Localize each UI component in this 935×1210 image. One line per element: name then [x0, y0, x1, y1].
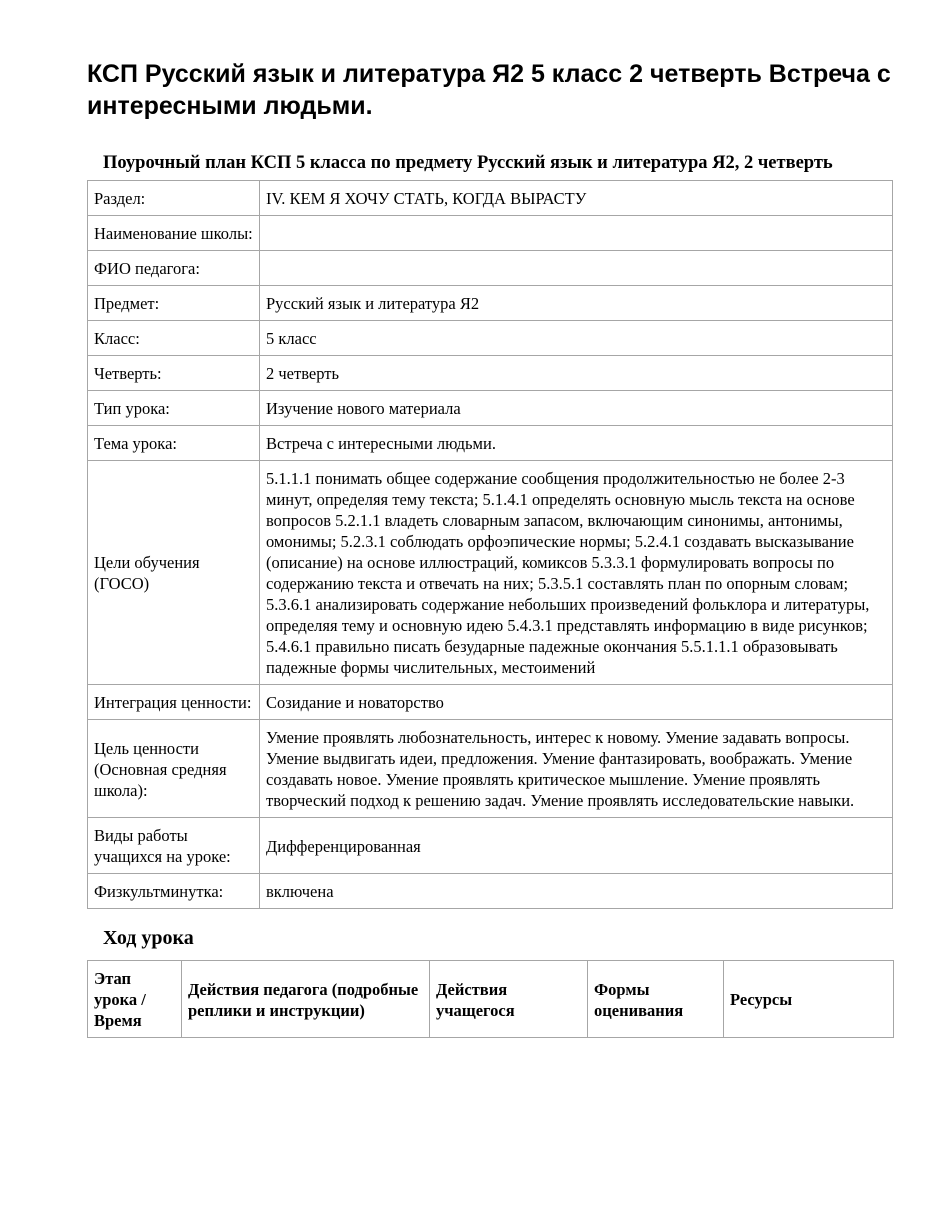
- column-header-assessment: Формы оценивания: [588, 961, 724, 1038]
- info-row-warmup: [88, 874, 893, 909]
- info-value: Созидание и новаторство: [260, 685, 893, 720]
- info-value: 2 четверть: [260, 356, 893, 391]
- info-row-section: [88, 181, 893, 216]
- info-label: Наименование школы:: [88, 216, 260, 251]
- info-row-teacher: [88, 251, 893, 286]
- column-header-student-actions: Действия учащегося: [430, 961, 588, 1038]
- info-row-quarter: [88, 356, 893, 391]
- info-row-work-types: [88, 818, 893, 874]
- info-value: Русский язык и литература Я2: [260, 286, 893, 321]
- info-label: Физкультминутка:: [88, 874, 260, 909]
- info-value: включена: [260, 874, 893, 909]
- info-row-school: [88, 216, 893, 251]
- info-label: Виды работы учащихся на уроке:: [88, 818, 260, 874]
- info-label: Тема урока:: [88, 426, 260, 461]
- info-label: Класс:: [88, 321, 260, 356]
- lesson-flow-header-row: [88, 961, 894, 1038]
- info-label: ФИО педагога:: [88, 251, 260, 286]
- document-subtitle: Поурочный план КСП 5 класса по предмету Русский язык и литература Я2, 2 четверть: [103, 153, 833, 173]
- info-label: Цель ценности (Основная средняя школа):: [88, 720, 260, 818]
- info-row-subject: [88, 286, 893, 321]
- info-value: 5 класс: [260, 321, 893, 356]
- info-label: Интеграция ценности:: [88, 685, 260, 720]
- info-row-grade: [88, 321, 893, 356]
- info-row-lesson-topic: [88, 426, 893, 461]
- info-value: Изучение нового материала: [260, 391, 893, 426]
- info-value: [260, 251, 893, 286]
- lesson-flow-table: [87, 960, 894, 1038]
- info-label: Раздел:: [88, 181, 260, 216]
- info-value: Встреча с интересными людьми.: [260, 426, 893, 461]
- info-label: Тип урока:: [88, 391, 260, 426]
- lesson-info-table: [87, 180, 893, 909]
- info-value: IV. КЕМ Я ХОЧУ СТАТЬ, КОГДА ВЫРАСТУ: [260, 181, 893, 216]
- document-page: [87, 58, 893, 1038]
- info-row-learning-goals: [88, 461, 893, 685]
- info-value: [260, 216, 893, 251]
- info-label: Цели обучения (ГОСО): [88, 461, 260, 685]
- lesson-flow-heading: Ход урока: [103, 927, 194, 949]
- column-header-stage: Этап урока / Время: [88, 961, 182, 1038]
- info-row-value-goal: [88, 720, 893, 818]
- info-label: Четверть:: [88, 356, 260, 391]
- info-value: Дифференцированная: [260, 818, 893, 874]
- info-row-value-integration: [88, 685, 893, 720]
- column-header-teacher-actions: Действия педагога (подробные реплики и инструкции): [182, 961, 430, 1038]
- document-title: КСП Русский язык и литература Я2 5 класс 2 четверть Встреча с интересными людьми.: [87, 60, 891, 120]
- info-value: Умение проявлять любознательность, интерес к новому. Умение задавать вопросы. Умение выдвигать идеи, предложения. Умение фантазировать, воображать. Умение создавать новое. Умение проявлять критическое мышление. Умение проявлять творческий подход к решению задач. Умение проявлять исследовательские навыки.: [260, 720, 893, 818]
- info-row-lesson-type: [88, 391, 893, 426]
- info-label: Предмет:: [88, 286, 260, 321]
- info-value: 5.1.1.1 понимать общее содержание сообщения продолжительностью не более 2-3 минут, определяя тему текста; 5.1.4.1 определять основную мысль текста на основе вопросов 5.2.1.1 владеть словарным запасом, включающим синонимы, антонимы, омонимы; 5.2.3.1 соблюдать орфоэпические нормы; 5.2.4.1 создавать высказывание (описание) на основе иллюстраций, комиксов 5.3.3.1 формулировать вопросы по содержанию текста и отвечать на них; 5.3.5.1 составлять план по опорным словам; 5.3.6.1 анализировать содержание небольших произведений фольклора и литературы, определяя тему и основную идею 5.4.3.1 представлять информацию в виде рисунков; 5.4.6.1 правильно писать безударные падежные окончания 5.5.1.1.1 образовывать падежные формы числительных, местоимений: [260, 461, 893, 685]
- column-header-resources: Ресурсы: [724, 961, 894, 1038]
